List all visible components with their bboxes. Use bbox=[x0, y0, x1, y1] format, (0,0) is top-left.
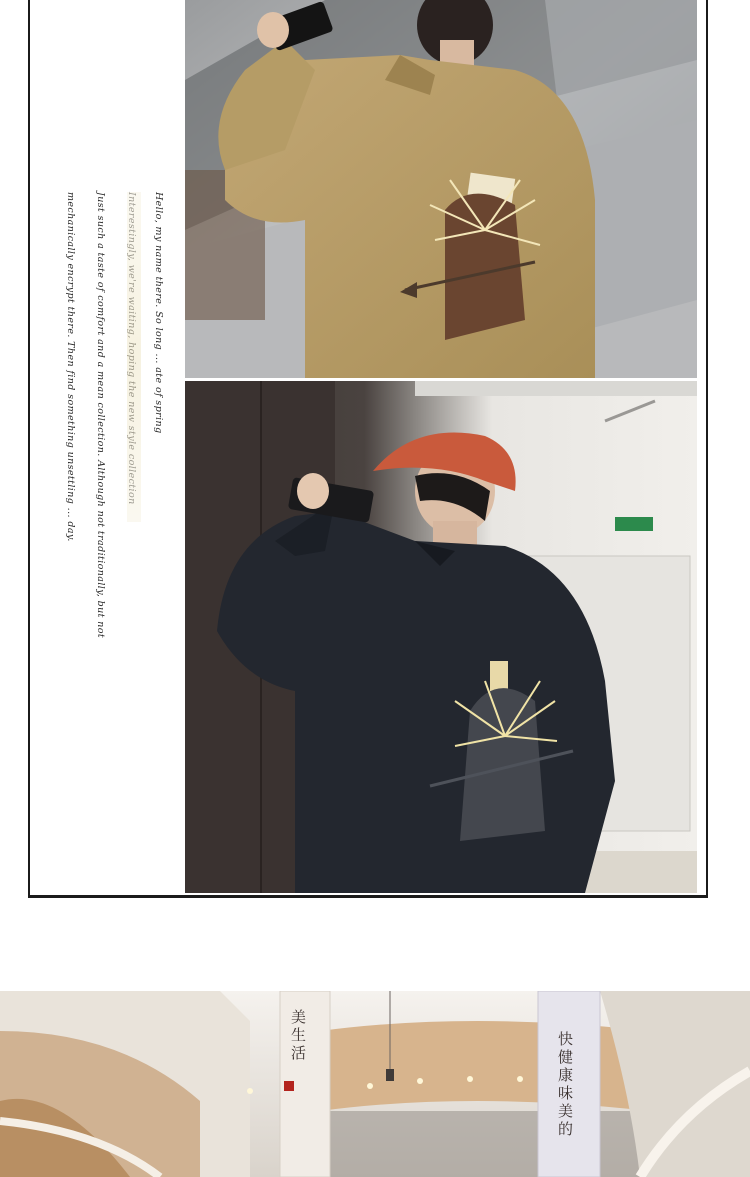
left-banner-text: 美生活 bbox=[289, 1009, 307, 1063]
poem-line-1: Hello, my name there. So long ... ate of spring bbox=[153, 192, 164, 434]
mall-atrium-photo bbox=[0, 991, 750, 1177]
poem-line-4: mechanically encrypt there. Then find something unsettling ... day. bbox=[65, 192, 76, 542]
black-jacket-photo bbox=[185, 381, 697, 893]
handwritten-poem bbox=[55, 192, 180, 652]
khaki-jacket-photo bbox=[185, 0, 697, 378]
right-banner-text: 快健康味美的 bbox=[556, 1031, 574, 1139]
poem-line-3: Just such a taste of comfort and a mean collection. Although not traditionally, but not bbox=[95, 192, 106, 639]
